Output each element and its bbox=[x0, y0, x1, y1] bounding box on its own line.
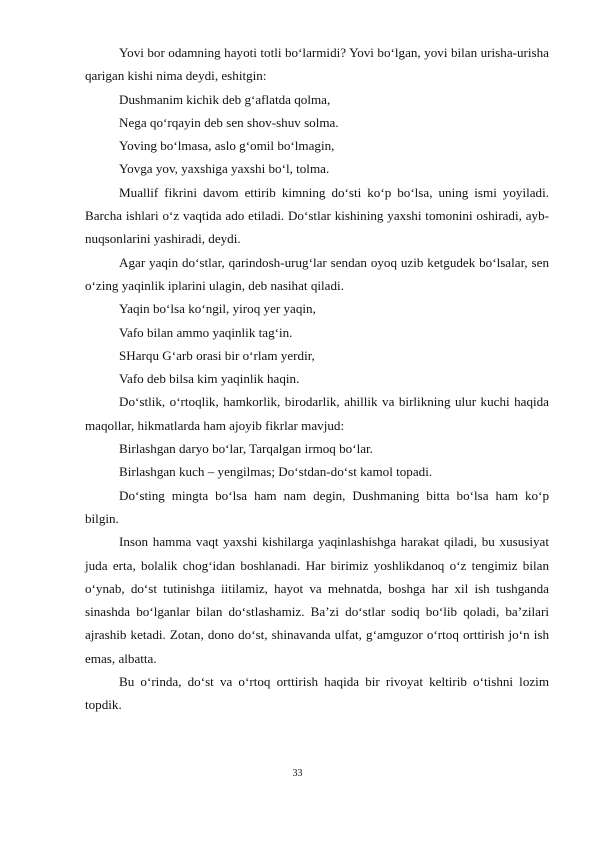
verse-line-6: Vafo bilan ammo yaqinlik tag‘in. bbox=[119, 324, 293, 340]
paragraph-6: Inson hamma vaqt yaxshi kishilarga yaqinlashishga harakat qiladi, bu xususiyat juda erta, bolalik chog‘idan boshlanadi. Har birimiz yoshlikdanoq o‘z tengimiz bilan o‘ynab, do‘st tutinishga iitilamiz, hayot va mehnatda, boshga har xil ish tushganda sinashda bo‘lganlar bilan do‘stlashamiz. Ba’zi do‘stlar sodiq bo‘lib qoladi, ba’zilari ajrashib ketadi. Zotan, dono do‘st, shinavanda ulfat, g‘amguzor o‘rtoq orttirish jo‘n ish emas, albatta. bbox=[85, 534, 549, 666]
paragraph-1: Yovi bor odamning hayoti totli bo‘larmidi? Yovi bo‘lgan, yovi bilan urisha-urisha qarigan kishi nima deydi, eshitgin: bbox=[85, 45, 549, 84]
verse-line-3: Yoving bo‘lmasa, aslo g‘omil bo‘lmagin, bbox=[119, 138, 335, 154]
paragraph-3: Agar yaqin do‘stlar, qarindosh-urug‘lar sendan oyoq uzib ketgudek bo‘lsalar, sen o‘zing yaqinlik iplarini ulagin, deb nasihat qiladi. bbox=[85, 254, 549, 293]
paragraph-2: Muallif fikrini davom ettirib kimning do‘sti ko‘p bo‘lsa, uning ismi yoyiladi. Barcha ishlari o‘z vaqtida ado etiladi. Do‘stlar kishining yaxshi tomonini oshiradi, ayb-nuqsonlarini yashiradi, deydi. bbox=[85, 184, 549, 247]
verse-line-5: Yaqin bo‘lsa ko‘ngil, yiroq yer yaqin, bbox=[119, 301, 316, 317]
page-number: 33 bbox=[292, 768, 303, 779]
proverb-line-2: Birlashgan kuch – yengilmas; Do‘stdan-do‘st kamol topadi. bbox=[119, 464, 433, 480]
paragraph-5: Do‘sting mingta bo‘lsa ham nam degin, Dushmaning bitta bo‘lsa ham ko‘p bilgin. bbox=[85, 487, 549, 526]
proverb-line-1: Birlashgan daryo bo‘lar, Tarqalgan irmoq bo‘lar. bbox=[119, 441, 373, 457]
document-body bbox=[85, 41, 549, 717]
paragraph-4: Do‘stlik, o‘rtoqlik, hamkorlik, birodarlik, ahillik va birlikning ulur kuchi haqida maqollar, hikmatlarda ham ajoyib fikrlar mavjud: bbox=[85, 394, 549, 433]
verse-line-8: Vafo deb bilsa kim yaqinlik haqin. bbox=[119, 371, 300, 387]
verse-line-1: Dushmanim kichik deb g‘aflatda qolma, bbox=[119, 91, 331, 107]
paragraph-7: Bu o‘rinda, do‘st va o‘rtoq orttirish haqida bir rivoyat keltirib o‘tishni lozim topdik. bbox=[85, 674, 549, 713]
verse-line-4: Yovga yov, yaxshiga yaxshi bo‘l, tolma. bbox=[119, 161, 330, 177]
verse-line-2: Nega qo‘rqayin deb sen shov-shuv solma. bbox=[119, 114, 339, 130]
verse-line-7: SHarqu G‘arb orasi bir o‘rlam yerdir, bbox=[119, 347, 315, 363]
